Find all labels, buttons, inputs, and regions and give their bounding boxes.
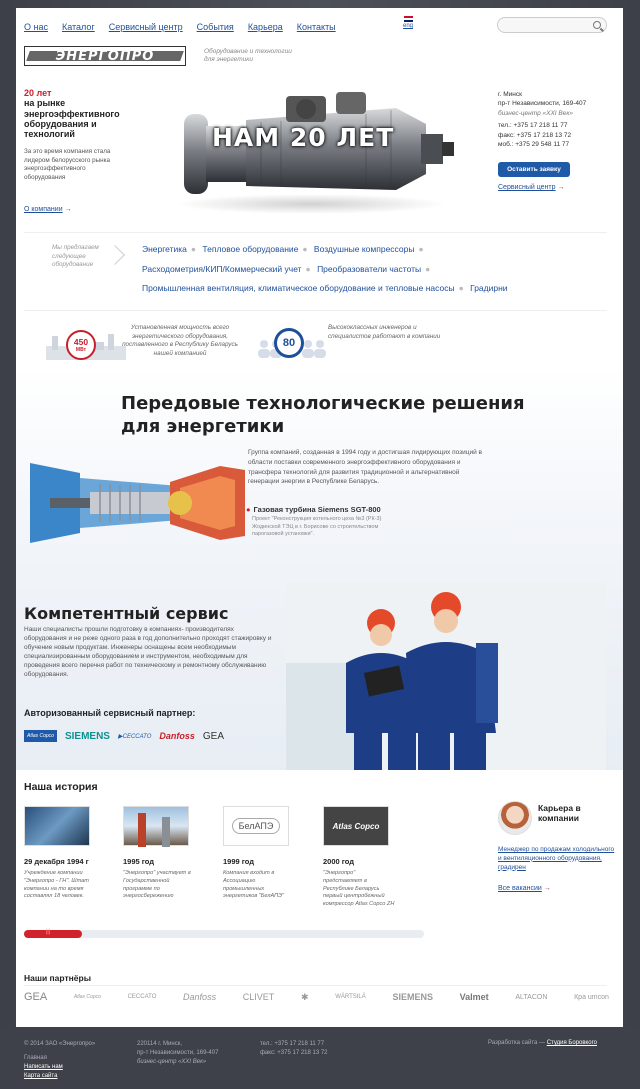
about-link[interactable] — [24, 206, 72, 213]
bullet: ● — [190, 244, 197, 254]
history-card[interactable] — [323, 806, 395, 909]
logo[interactable] — [24, 46, 186, 66]
service-desc: Наши специалисты прошли подготовку в компаниях- производителях оборудования и не реже одного раза в год дополнительно проходят стажировку и обучение новым продуктам. Инженеры оснащены всем необходимым специализированным оборудованием и инструментом, необходимым для проведения всего перечня работ по техническому и ремонтному обслуживанию оборудования. — [24, 626, 272, 679]
cat-metering[interactable]: Расходометрия/КИП/Коммерческий учет — [142, 263, 302, 274]
contact-fax: факс: +375 17 218 13 72 — [498, 131, 572, 139]
history-card[interactable] — [223, 806, 295, 901]
footer-col-phones — [260, 1040, 328, 1058]
partner-logo[interactable]: Кра umcon — [574, 993, 609, 1001]
about-link-text[interactable]: О компании — [24, 206, 63, 213]
belape-logo: БелАПЭ — [232, 818, 281, 834]
page — [16, 8, 623, 1035]
stat-power-value: 450 — [73, 337, 89, 347]
hero-desc: За это время компания стала лидером белорусского рынка энергоэффективного оборудования — [24, 148, 111, 181]
engineers-photo — [286, 583, 606, 775]
divider — [24, 232, 607, 233]
career-vacancy-link[interactable]: Менеджер по продажам холодильного и вентиляционного оборудования, градирен — [498, 846, 615, 871]
footer-copyright: © 2014 ЗАО «Энергопро» — [24, 1041, 96, 1047]
stat-power-unit: МВт — [75, 347, 87, 353]
history-card[interactable] — [24, 806, 96, 901]
logo-text: ЭНЕРГОПРО — [55, 48, 155, 64]
history-date: 29 декабря 1994 г — [24, 857, 89, 866]
scrollbar-thumb[interactable] — [24, 930, 82, 938]
brand-ceccato-text: CECCATO — [122, 733, 152, 740]
history-card[interactable] — [123, 806, 195, 901]
all-vacancies-text[interactable]: Все вакансии — [498, 885, 542, 892]
footer-sitemap-link[interactable]: Карта сайта — [24, 1073, 58, 1079]
search-icon[interactable] — [593, 21, 601, 29]
footer-home-link[interactable]: Главная — [24, 1055, 47, 1061]
brand-gea[interactable]: GEA — [202, 730, 225, 742]
service-brands — [24, 730, 224, 742]
nav-catalog[interactable]: Каталог — [61, 22, 95, 32]
request-button[interactable]: Оставить заявку — [498, 162, 570, 177]
search-input[interactable] — [497, 17, 607, 33]
partners-title: Наши партнёры — [24, 973, 91, 983]
cat-cooling-towers[interactable]: Градирни — [470, 283, 508, 294]
ceccato-arrow-icon: ▶ — [117, 733, 123, 740]
history-text: "Энергопро" участвует в Государственной программе по энергосбережению — [123, 870, 191, 900]
service-center-link[interactable] — [498, 184, 565, 191]
top-nav — [24, 22, 336, 32]
gas-turbine-cutaway-image — [30, 448, 250, 558]
years-red: 20 лет — [24, 88, 52, 98]
footer-dev-label: Разработка сайта — — [488, 1040, 546, 1046]
arrow-right-icon: → — [557, 184, 565, 191]
history-scrollbar[interactable] — [24, 930, 424, 938]
chimney — [162, 817, 170, 847]
history-date: 2000 год — [323, 857, 355, 866]
nav-contacts[interactable]: Контакты — [296, 22, 336, 32]
arrow-right-icon: → — [64, 206, 72, 213]
partner-logo[interactable]: Valmet — [459, 992, 489, 1002]
footer-col-links — [24, 1040, 95, 1081]
tagline: Оборудование и технологии для энергетики — [204, 48, 292, 64]
partner-logo[interactable]: CLIVET — [242, 992, 275, 1002]
history-date: 1999 год — [223, 857, 255, 866]
service-partner-label: Авторизованный сервисный партнер: — [24, 708, 196, 718]
contact-city: г. Минск — [498, 91, 522, 98]
partner-logo[interactable]: GEA — [24, 991, 48, 1003]
footer-studio-link[interactable]: Студия Боровкого — [546, 1040, 597, 1046]
history-text: "Энергопро" представляет в Республике Беларусь первый центробежный компрессор Atlas Copco ZH — [323, 870, 395, 908]
bullet: ● — [425, 263, 431, 274]
history-image — [223, 806, 289, 846]
footer-col-address — [137, 1040, 218, 1067]
bullet: ● — [458, 283, 464, 294]
history-text: Компания входит в Ассоциацию промышленных энергетиков "БелАПЭ" — [223, 870, 285, 900]
atlas-copco-logo: Atlas Copco — [332, 821, 380, 831]
footer-addr1: 220114 г. Минск, — [137, 1041, 182, 1047]
footer-addr3: бизнес-центр «XXI Век» — [137, 1059, 207, 1065]
partner-logo[interactable]: ALTACON — [515, 993, 548, 1001]
contact-tel: тел.: +375 17 218 11 77 — [498, 122, 568, 130]
stat-staff-text: Высококлассных инженеров и специалистов работают в компании — [328, 324, 441, 340]
service-center-link-text[interactable]: Сервисный центр — [498, 184, 556, 191]
stat-power-badge — [66, 330, 96, 360]
history-image — [323, 806, 389, 846]
brand-ceccato[interactable] — [118, 733, 151, 740]
footer — [0, 1027, 640, 1089]
footer-addr2: пр-т Независимости, 169-407 — [137, 1050, 219, 1056]
lang-switch[interactable] — [400, 16, 416, 29]
divider — [24, 310, 607, 311]
partner-logo[interactable]: SIEMENS — [392, 992, 433, 1002]
contact-block — [498, 90, 613, 150]
tech-desc: Группа компаний, созданная в 1994 году и достигшая лидирующих позиций в области поставки современного энергоэффективного оборудования и трансфера технологий для развития традиционной и альтернативной генерации энергии в Республике Беларусь. — [248, 449, 483, 486]
history-text: Учреждение компании "Энергопро - ГН". Штат компании на то время составлял 18 человек. — [24, 870, 89, 900]
brand-danfoss[interactable]: Danfoss — [159, 731, 195, 741]
gas-turbine-title-text[interactable]: Газовая турбина Siemens SGT-800 — [253, 505, 381, 514]
partner-logo[interactable]: Atlas Copco — [73, 994, 101, 1000]
gas-turbine-title[interactable] — [246, 505, 381, 514]
cat-compressors[interactable]: Воздушные компрессоры — [313, 244, 415, 254]
contact-mob: моб.: +375 29 548 11 77 — [498, 141, 570, 149]
career-title: Карьера в компании — [538, 803, 581, 824]
cat-ventilation[interactable]: Промышленная вентиляция, климатическое оборудование и тепловые насосы — [142, 283, 455, 294]
footer-fax: факс: +375 17 218 13 72 — [260, 1050, 328, 1056]
gas-turbine-desc: Проект "Реконструкция котельного цеха №3 (РК-3) Жодинской ТЭЦ в г. Борисове со строительством парогазовой установки". — [252, 516, 382, 538]
partner-logo[interactable]: WÄRTSILÄ — [335, 994, 366, 1000]
bullet: ● — [305, 263, 311, 274]
arrow-right-icon: → — [543, 885, 551, 892]
partner-logo[interactable]: Danfoss — [183, 992, 217, 1002]
years-block — [24, 88, 124, 140]
contact-street: пр-т Независимости, 169-407 — [498, 100, 587, 108]
hero-title: НАМ 20 ЛЕТ — [212, 123, 395, 152]
service-title: Компетентный сервис — [24, 604, 229, 623]
brand-siemens[interactable]: SIEMENS — [64, 730, 110, 742]
nav-events[interactable]: События — [196, 22, 234, 32]
stat-staff-value: 80 — [282, 337, 296, 349]
cat-converters[interactable]: Преобразователи частоты — [317, 263, 422, 274]
partner-logo[interactable]: ✱ — [300, 991, 309, 1002]
bullet: ● — [302, 244, 308, 254]
partners-row — [24, 991, 609, 1003]
bullet: ● — [246, 505, 251, 514]
chimney — [138, 813, 146, 847]
footer-col-dev — [488, 1040, 597, 1046]
nav-career[interactable]: Карьера — [247, 22, 283, 32]
history-image — [24, 806, 90, 846]
category-hint: Мы предлагаем следующее оборудование — [52, 244, 99, 268]
all-vacancies-link[interactable] — [498, 885, 551, 892]
brand-atlas-copco[interactable]: Atlas Copco — [24, 730, 57, 742]
history-date: 1995 год — [123, 857, 155, 866]
career-avatar — [498, 801, 532, 835]
years-text: на рынке энергоэффективного оборудования и технологий — [24, 98, 120, 140]
cat-thermal[interactable]: Тепловое оборудование — [202, 244, 299, 254]
footer-write-link[interactable]: Написать нам — [24, 1064, 63, 1070]
category-list — [142, 240, 562, 299]
footer-tel: тел.: +375 17 218 11 77 — [260, 1041, 325, 1047]
history-image — [123, 806, 189, 846]
nav-about[interactable]: О нас — [24, 22, 48, 32]
tech-title: Передовые технологические решения для энергетики — [121, 393, 525, 437]
bullet: ● — [418, 244, 424, 254]
stat-staff-badge — [274, 328, 304, 358]
nav-service[interactable]: Сервисный центр — [108, 22, 183, 32]
partner-logo[interactable]: CECCATO — [127, 994, 157, 1000]
uk-flag-icon — [404, 16, 413, 22]
lang-label[interactable]: eng — [402, 23, 413, 29]
stat-power-text: Установленная мощность всего энергетического оборудования, поставленного в Республику Беларусь нашей компанией — [122, 324, 238, 357]
history-title: Наша история — [24, 781, 98, 793]
divider — [24, 985, 607, 986]
contact-bc: бизнес-центр «XXI Век» — [498, 109, 574, 117]
cat-energy[interactable]: Энергетика — [142, 244, 187, 254]
